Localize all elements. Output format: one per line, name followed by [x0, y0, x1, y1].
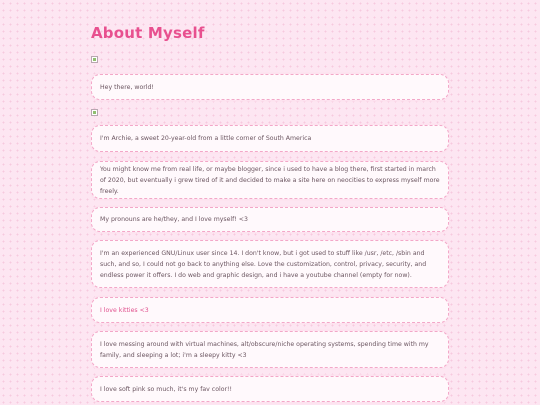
card-text: I love messing around with virtual machines, alt/obscure/niche operating systems, spending time with my family, and sleeping a lot; i'm a sleepy kitty <3	[100, 340, 429, 359]
favorite-color-card	[91, 376, 449, 402]
broken-image-icon	[91, 109, 98, 116]
hobbies-card	[91, 331, 449, 368]
broken-image-icon	[91, 56, 98, 63]
card-text: Hey there, world!	[100, 83, 154, 91]
history-card	[91, 161, 449, 199]
card-text: I'm Archie, a sweet 20-year-old from a little corner of South America	[100, 135, 312, 142]
linux-card	[91, 240, 449, 288]
intro-card	[91, 125, 449, 152]
card-text: My pronouns are he/they, and I love myself! <3	[100, 216, 248, 223]
pronouns-card	[91, 207, 449, 232]
card-text: You might know me from real life, or maybe blogger, since i used to have a blog there, first started in march of 2020, but eventually i grew tired of it and decided to make a site here on neocities to express myself more freely.	[100, 165, 440, 195]
card-text: I love soft pink so much, it's my fav color!!	[100, 385, 232, 393]
card-text: I'm an experienced GNU/Linux user since 14. I don't know, but i got used to stuff like /usr, /etc, /sbin and such, and so, I could not go back to anything else. Love the customization, control, privacy, security, and endless power it offers. I do web and graphic design, and i have a youtube channel (empty for now).	[100, 249, 427, 279]
kitties-card	[91, 297, 449, 323]
page-title: About Myself	[91, 24, 205, 42]
card-text: I love kitties <3	[100, 306, 149, 314]
greeting-card	[91, 74, 449, 100]
